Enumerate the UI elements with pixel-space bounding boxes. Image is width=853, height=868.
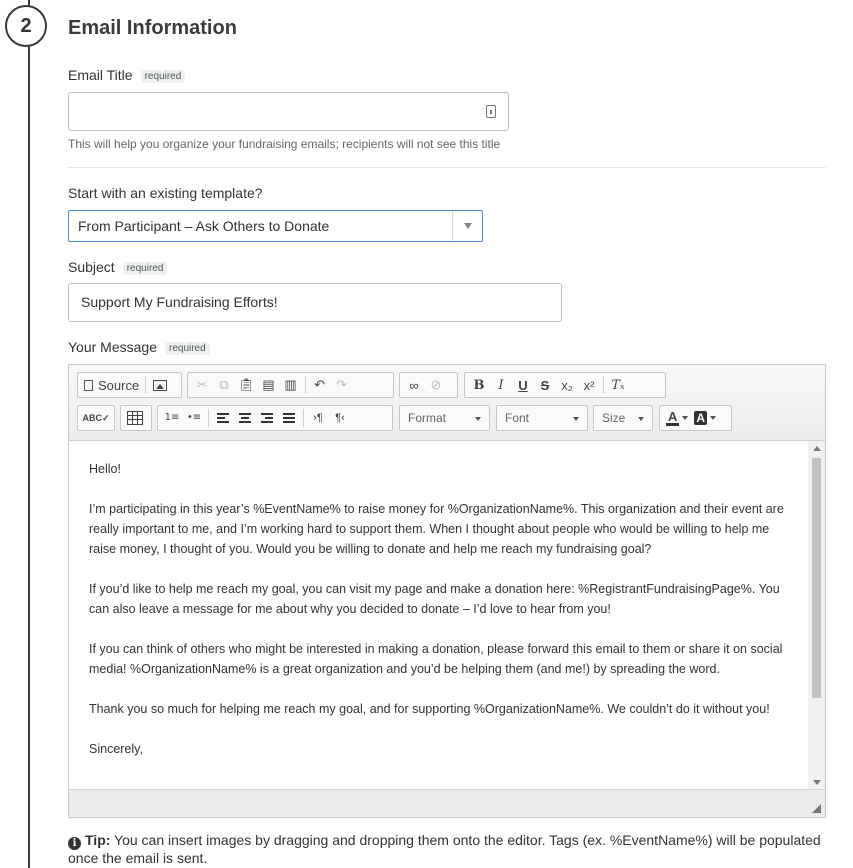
editor-toolbar [69,365,825,441]
spellcheck-icon: ABC✓ [82,412,110,423]
chevron-down-icon [573,417,579,421]
toolbar-separator [145,376,146,394]
format-dropdown[interactable] [399,405,490,431]
password-manager-icon[interactable] [486,105,496,118]
text-color-icon: A [668,409,678,424]
copy-button[interactable] [213,375,235,395]
toolbar-separator [603,376,604,394]
message-label: Your Message [68,339,157,355]
step-number-badge: 2 [5,5,47,47]
cut-icon: ✂ [196,377,208,392]
bg-color-icon: A [696,411,706,425]
subject-input[interactable] [68,283,562,322]
email-title-label: Email Title [68,67,133,83]
scrollbar-thumb[interactable] [812,458,821,698]
align-center-button[interactable] [234,408,256,428]
ltr-button[interactable] [307,408,329,428]
toolbar-group-document [77,372,182,398]
unlink-icon: ⊘ [430,377,442,392]
rtl-icon: ¶‹ [335,412,345,424]
toolbar-separator [303,409,304,427]
table-icon [127,411,143,425]
redo-icon: ↷ [336,377,347,392]
unlink-button[interactable] [425,375,447,395]
undo-button[interactable] [309,375,331,395]
paste-word-icon: ▥ [284,377,297,392]
link-button[interactable] [403,375,425,395]
justify-icon [283,413,295,423]
align-right-icon [261,413,273,423]
redo-button[interactable] [331,375,353,395]
image-button[interactable] [149,375,171,395]
source-button[interactable] [81,375,142,395]
bulleted-list-icon: •≡ [186,412,202,423]
message-paragraph: If you can think of others who might be interested in making a donation, please forward this email to them or share it on social media! %OrganizationName% is a great organization and you’d be helping them (and me!) by spreading the word. [89,642,783,676]
underline-button[interactable] [512,375,534,395]
toolbar-group-links [399,372,458,398]
toolbar-group-paragraph [157,405,393,431]
message-paragraph: Sincerely, [89,742,143,756]
text-color-button[interactable] [663,408,691,428]
copy-icon: ⧉ [219,377,229,392]
resize-handle-icon[interactable] [812,804,821,813]
section-title: Email Information [68,17,237,39]
template-selected-value: From Participant – Ask Others to Donate [78,218,330,234]
scroll-down-icon[interactable] [813,780,821,785]
tip-text [68,832,828,866]
align-left-button[interactable] [212,408,234,428]
subject-label-row [68,259,167,275]
chevron-down-icon [682,416,688,420]
italic-icon: I [498,377,504,393]
subscript-button[interactable] [556,375,578,395]
numbered-list-icon: 1≡ [164,412,180,423]
toolbar-separator [208,409,209,427]
ltr-icon: ›¶ [313,412,323,424]
template-label: Start with an existing template? [68,185,263,201]
strike-icon: S [540,377,550,393]
toolbar-separator [305,376,306,394]
toolbar-group-basicstyles [464,372,666,398]
required-badge: required [141,70,186,83]
message-paragraph: If you’d like to help me reach my goal, you can visit my page and make a donation here: %RegistrantFundraisingPage%. You can also leave a message for me about why you decided to donate – I’d love to hear from you! [89,582,780,616]
rich-text-editor [68,364,826,818]
strike-button[interactable] [534,375,556,395]
superscript-button[interactable] [578,375,600,395]
tip-label: Tip: [85,832,111,848]
template-select[interactable] [68,210,483,242]
undo-icon: ↶ [314,377,325,392]
editor-content[interactable] [69,441,809,791]
email-title-input[interactable] [68,92,509,131]
chevron-down-icon [638,417,644,421]
source-icon [84,380,93,391]
tip-body: You can insert images by dragging and dropping them onto the editor. Tags (ex. %EventName%) will be populated once the email is sent. [68,832,821,866]
bg-color-button[interactable] [691,408,719,428]
bulleted-list-button[interactable] [183,408,205,428]
italic-button[interactable] [490,375,512,395]
divider [68,167,826,168]
editor-scrollbar[interactable] [808,441,825,791]
paste-word-button[interactable] [280,375,302,395]
email-title-label-row [68,67,185,83]
required-badge: required [165,342,210,355]
size-dropdown[interactable] [593,405,653,431]
toolbar-group-colors [659,405,732,431]
align-left-icon [217,413,229,423]
subject-label: Subject [68,259,115,275]
chevron-down-icon [475,417,481,421]
info-icon: i [68,837,81,850]
paste-button[interactable] [235,375,258,395]
remove-format-button[interactable] [607,375,629,395]
font-label: Font [505,411,530,425]
numbered-list-button[interactable] [161,408,183,428]
bold-icon: B [473,377,485,393]
message-paragraph: Hello! [89,462,121,476]
link-icon: ∞ [409,377,419,393]
remove-format-icon: Tₓ [611,377,625,393]
justify-button[interactable] [278,408,300,428]
message-label-row [68,339,210,355]
source-label: Source [98,377,140,393]
paste-icon: 📋︎ [238,377,255,392]
email-title-help: This will help you organize your fundraising emails; recipients will not see this title [68,137,501,151]
chevron-down-icon [710,416,716,420]
toolbar-group-insert [120,405,152,431]
table-button[interactable] [124,408,146,428]
toolbar-group-clipboard [187,372,394,398]
underline-icon: U [518,377,528,393]
subject-value: Support My Fundraising Efforts! [81,294,278,310]
align-center-icon [239,413,251,423]
paste-text-button[interactable] [258,375,280,395]
spellcheck-button[interactable] [81,408,111,428]
rtl-button[interactable] [329,408,351,428]
subscript-icon: x₂ [561,377,573,393]
scroll-up-icon[interactable] [813,446,821,451]
size-label: Size [602,411,626,425]
chevron-down-icon[interactable] [464,223,472,229]
message-paragraph: I’m participating in this year’s %EventName% to raise money for %OrganizationName%. This organization and their event are really important to me, and I’m working hard to support them. When I thought about people who would be willing to help me raise money, I thought of you. Would you be willing to donate and help me reach my fundraising goal? [89,502,784,556]
bold-button[interactable] [468,375,490,395]
select-separator [452,211,453,241]
image-icon [153,380,167,391]
align-right-button[interactable] [256,408,278,428]
superscript-icon: x² [583,377,595,393]
font-dropdown[interactable] [496,405,588,431]
paste-text-icon: ▤ [262,377,275,392]
message-paragraph: Thank you so much for helping me reach my goal, and for supporting %OrganizationName%. We couldn’t do it without you! [89,702,770,716]
step-timeline-line [28,0,30,868]
format-label: Format [408,411,447,425]
required-badge: required [123,262,168,275]
toolbar-group-spellcheck [77,405,115,431]
cut-button[interactable] [191,375,213,395]
editor-statusbar [69,789,825,817]
